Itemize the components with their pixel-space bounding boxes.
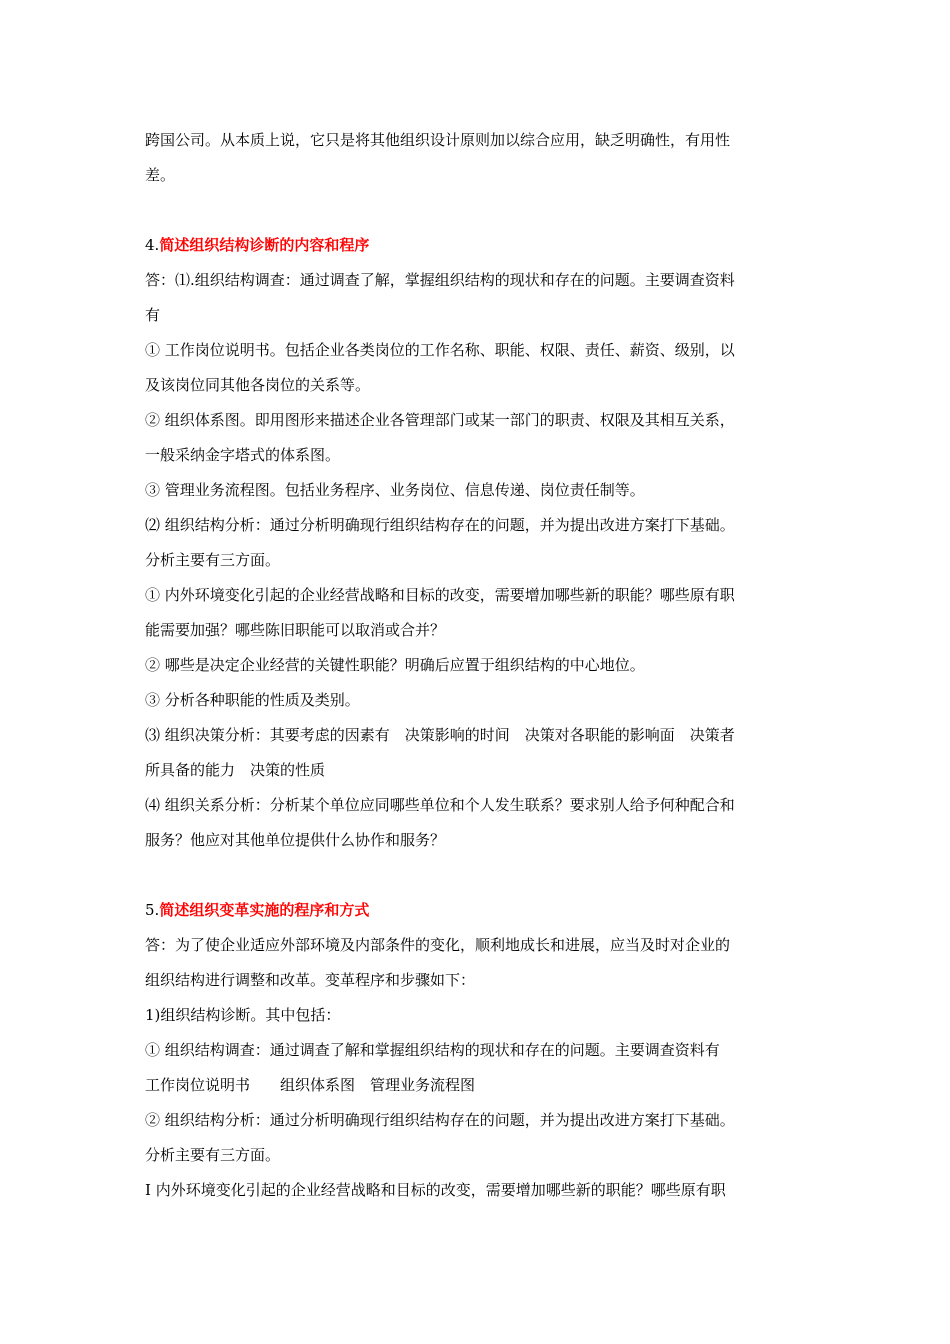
paragraph-line: 差。: [145, 166, 176, 184]
paragraph-line: ③ 分析各种职能的性质及类别。: [145, 691, 360, 709]
paragraph-line: 一般采纳金字塔式的体系图。: [145, 446, 341, 464]
paragraph-line: 1)组织结构诊断。其中包括：: [145, 1006, 341, 1024]
paragraph-line: 答：为了使企业适应外部环境及内部条件的变化，顺利地成长和进展，应当及时对企业的: [145, 936, 731, 954]
paragraph-line: ① 内外环境变化引起的企业经营战略和目标的改变，需要增加哪些新的职能？哪些原有职: [145, 586, 735, 604]
section-heading-5: [145, 893, 813, 928]
paragraph-line: 分析主要有三方面。: [145, 551, 281, 569]
paragraph-line: 及该岗位同其他各岗位的关系等。: [145, 376, 371, 394]
section-number: 5.: [145, 901, 160, 919]
paragraph-line: 服务？他应对其他单位提供什么协作和服务？: [145, 831, 446, 849]
blank-line: [145, 858, 813, 893]
paragraph-line: ⑵ 组织结构分析：通过分析明确现行组织结构存在的问题，并为提出改进方案打下基础。: [145, 516, 735, 534]
paragraph-line: ③ 管理业务流程图。包括业务程序、业务岗位、信息传递、岗位责任制等。: [145, 481, 645, 499]
paragraph-line: ② 哪些是决定企业经营的关键性职能？明确后应置于组织结构的中心地位。: [145, 656, 645, 674]
paragraph-line: ⑷ 组织关系分析：分析某个单位应同哪些单位和个人发生联系？要求别人给予何种配合和: [145, 796, 735, 814]
document-body: [145, 123, 813, 1208]
paragraph-line: ② 组织体系图。即用图形来描述企业各管理部门或某一部门的职责、权限及其相互关系，: [145, 411, 735, 429]
paragraph-line: 组织结构进行调整和改革。变革程序和步骤如下：: [145, 971, 476, 989]
section-heading-4: [145, 228, 813, 263]
paragraph-line: 有: [145, 306, 161, 324]
paragraph-line: 跨国公司。从本质上说，它只是将其他组织设计原则加以综合应用，缺乏明确性，有用性: [145, 131, 731, 149]
paragraph-line: 所具备的能力 决策的性质: [145, 761, 326, 779]
paragraph-line: ② 组织结构分析：通过分析明确现行组织结构存在的问题，并为提出改进方案打下基础。: [145, 1111, 735, 1129]
paragraph-line: ⑶ 组织决策分析：其要考虑的因素有 决策影响的时间 决策对各职能的影响面 决策者: [145, 726, 735, 744]
section-title: 简述组织变革实施的程序和方式: [159, 901, 370, 919]
paragraph-line: Ⅰ 内外环境变化引起的企业经营战略和目标的改变，需要增加哪些新的职能？哪些原有职: [145, 1181, 726, 1199]
blank-line: [145, 193, 813, 228]
paragraph-line: 工作岗位说明书 组织体系图 管理业务流程图: [145, 1076, 476, 1094]
section-title: 简述组织结构诊断的内容和程序: [159, 236, 370, 254]
paragraph-line: ① 组织结构调查：通过调查了解和掌握组织结构的现状和存在的问题。主要调查资料有: [145, 1041, 720, 1059]
paragraph-line: 答：⑴.组织结构调查：通过调查了解，掌握组织结构的现状和存在的问题。主要调查资料: [145, 271, 735, 289]
paragraph-line: 能需要加强？哪些陈旧职能可以取消或合并？: [145, 621, 446, 639]
paragraph-line: ① 工作岗位说明书。包括企业各类岗位的工作名称、职能、权限、责任、薪资、级别，以: [145, 341, 735, 359]
paragraph-line: 分析主要有三方面。: [145, 1146, 281, 1164]
section-number: 4.: [145, 236, 160, 254]
